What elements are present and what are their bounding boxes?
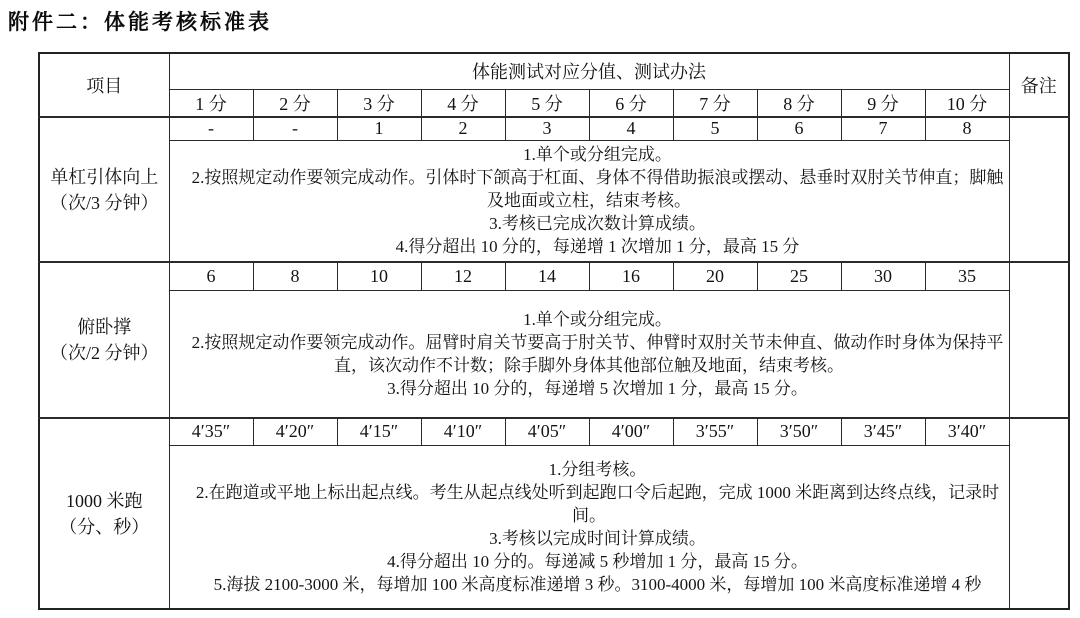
item-label-line1: 俯卧撑 <box>77 317 132 337</box>
col-header-scores-title: 体能测试对应分值、测试办法 <box>169 53 1009 89</box>
score-header-cell: 2 分 <box>253 89 337 117</box>
score-value-cell: 16 <box>589 262 673 290</box>
score-value-cell: 3′55″ <box>673 418 757 445</box>
score-header-cell: 5 分 <box>505 89 589 117</box>
item-cell-pullups <box>39 117 169 262</box>
score-value-cell: 4′10″ <box>421 418 505 445</box>
score-header-cell: 3 分 <box>337 89 421 117</box>
table-row-pullups-notes <box>39 140 1069 262</box>
table-row-pushups-values <box>39 262 1069 290</box>
note-line: 3.考核已完成次数计算成绩。 <box>489 214 706 234</box>
score-value-cell: 4′15″ <box>337 418 421 445</box>
table-row-run1000m-values <box>39 418 1069 445</box>
score-value-cell: 2 <box>421 117 505 140</box>
item-cell-pushups <box>39 262 169 418</box>
table-row-run1000m-notes <box>39 445 1069 609</box>
score-header-cell: 9 分 <box>841 89 925 117</box>
note-line: 2.按照规定动作要领完成动作。屈臂时肩关节要高于肘关节、伸臂时双肘关节未伸直、做动作时身体为保持平直，该次动作不计数；除手脚外身体其他部位触及地面，结束考核。 <box>191 332 1004 375</box>
item-label-line1: 单杠引体向上 <box>50 166 159 187</box>
note-line: 1.单个或分组完成。 <box>523 145 672 165</box>
score-header-cell: 1 分 <box>169 89 253 117</box>
note-line: 5.海拔 2100-3000 米，每增加 100 米高度标准递增 3 秒。3100-4000 米，每增加 100 米高度标准递增 4 秒 <box>213 574 982 594</box>
item-label-line2: （次/2 分钟） <box>49 343 159 363</box>
score-header-cell: 6 分 <box>589 89 673 117</box>
score-value-cell: 4′35″ <box>169 418 253 445</box>
score-header-cell: 7 分 <box>673 89 757 117</box>
note-line: 2.按照规定动作要领完成动作。引体时下颌高于杠面、身体不得借助振浪或摆动、悬垂时双肘关节伸直；脚触及地面或立柱，结束考核。 <box>191 168 1004 211</box>
score-value-cell: 4′00″ <box>589 418 673 445</box>
score-value-cell: 3′40″ <box>925 418 1009 445</box>
score-value-cell: 7 <box>841 117 925 140</box>
score-value-cell: 1 <box>337 117 421 140</box>
score-value-cell: - <box>169 117 253 140</box>
header-row-main <box>39 53 1069 89</box>
score-value-cell: 5 <box>673 117 757 140</box>
score-value-cell: 3′50″ <box>757 418 841 445</box>
page-title: 附件二：体能考核标准表 <box>8 10 272 34</box>
item-label-line2: （次/3 分钟） <box>49 192 159 213</box>
score-value-cell: 4′05″ <box>505 418 589 445</box>
score-value-cell: 12 <box>421 262 505 290</box>
score-header-cell: 4 分 <box>421 89 505 117</box>
score-header-cell: 8 分 <box>757 89 841 117</box>
score-value-cell: 8 <box>253 262 337 290</box>
note-line: 3.得分超出 10 分的，每递增 5 次增加 1 分，最高 15 分。 <box>387 378 808 398</box>
note-line: 2.在跑道或平地上标出起点线。考生从起点线处听到起跑口令后起跑，完成 1000 米距离到达终点线，记录时间。 <box>195 482 1000 525</box>
score-value-cell: 10 <box>337 262 421 290</box>
score-value-cell: 3′45″ <box>841 418 925 445</box>
item-cell-run1000m <box>39 418 169 609</box>
notes-cell-pushups <box>169 290 1009 418</box>
score-value-cell: 8 <box>925 117 1009 140</box>
fitness-standards-table <box>38 52 1070 610</box>
notes-cell-pullups <box>169 140 1009 262</box>
header-row-scores <box>39 89 1069 117</box>
note-line: 1.单个或分组完成。 <box>523 309 672 329</box>
score-value-cell: 3 <box>505 117 589 140</box>
remark-cell <box>1009 262 1069 418</box>
score-header-cell: 10 分 <box>925 89 1009 117</box>
score-value-cell: 4′20″ <box>253 418 337 445</box>
col-header-remark: 备注 <box>1009 53 1069 117</box>
score-value-cell: 20 <box>673 262 757 290</box>
remark-cell <box>1009 117 1069 262</box>
table-row-pushups-notes <box>39 290 1069 418</box>
notes-cell-run1000m <box>169 445 1009 609</box>
table-row-pullups-values <box>39 117 1069 140</box>
item-label-line2: （分、秒） <box>59 516 150 537</box>
note-line: 4.得分超出 10 分的。每递减 5 秒增加 1 分，最高 15 分。 <box>387 551 808 571</box>
score-value-cell: 4 <box>589 117 673 140</box>
item-label-line1: 1000 米跑 <box>66 490 143 511</box>
score-value-cell: 14 <box>505 262 589 290</box>
score-value-cell: - <box>253 117 337 140</box>
col-header-item: 项目 <box>39 53 169 117</box>
note-line: 1.分组考核。 <box>548 459 647 479</box>
score-value-cell: 6 <box>757 117 841 140</box>
note-line: 3.考核以完成时间计算成绩。 <box>489 528 706 548</box>
score-value-cell: 25 <box>757 262 841 290</box>
remark-cell <box>1009 418 1069 609</box>
note-line: 4.得分超出 10 分的，每递增 1 次增加 1 分，最高 15 分 <box>395 237 800 257</box>
score-value-cell: 6 <box>169 262 253 290</box>
score-value-cell: 30 <box>841 262 925 290</box>
score-value-cell: 35 <box>925 262 1009 290</box>
